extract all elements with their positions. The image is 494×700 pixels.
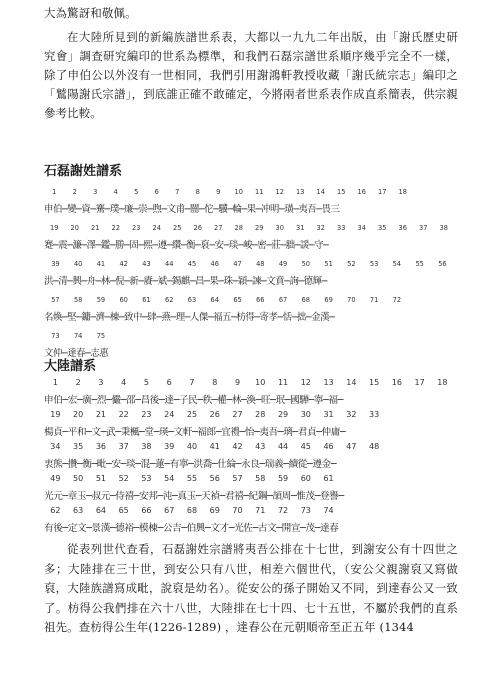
generation-number: 14 <box>346 378 357 387</box>
generation-number: 45 <box>187 260 197 268</box>
generation-number: 50 <box>301 260 310 268</box>
generation-number: 63 <box>73 506 84 515</box>
generation-number: 14 <box>316 188 325 196</box>
shilei-lineage-heading: 石磊謝姓譜系 <box>44 164 123 179</box>
generation-number: 27 <box>214 224 223 232</box>
generation-number: 59 <box>96 296 106 304</box>
generation-number: 70 <box>232 506 243 515</box>
lineage-row <box>44 378 454 410</box>
generation-number: 22 <box>111 224 120 232</box>
ancestor-names: 文仲─達春─志惠 <box>44 348 109 359</box>
generation-number: 71 <box>255 506 266 515</box>
generation-number: 9 <box>216 188 221 196</box>
generation-number: 39 <box>51 260 60 268</box>
generation-number: 19 <box>50 410 61 419</box>
generation-numbers <box>44 260 454 272</box>
generation-number: 13 <box>296 188 305 196</box>
generation-number: 62 <box>165 296 174 304</box>
generation-number: 68 <box>186 506 198 515</box>
generation-number: 41 <box>209 442 220 451</box>
comparison-paragraph: 從表列世代查看，石磊謝姓宗譜將夷吾公排在十七世，到謝安公有十四世之多；大陸排在三十世，到安公只有八世，相差六個世代，（安公父親謝裒又寫做裒，大陸族譜寫成毗，說裒是幼名）。從安公的孫子開始又不同，到達春公又一致了。枋得公我們排在六十八世，大陸排在七十四、七十五世，不屬於我們的直系祖先。查枋得公生年(1226-1289) ，達春公在元朝順帝至正五年 (1344 <box>44 542 458 634</box>
generation-number: 23 <box>141 410 152 419</box>
generation-number: 6 <box>154 188 159 196</box>
generation-number: 69 <box>209 506 220 515</box>
generation-number: 7 <box>189 378 195 387</box>
generation-number: 33 <box>369 410 380 419</box>
generation-number: 49 <box>50 474 61 483</box>
generation-number: 55 <box>415 260 424 268</box>
ancestor-names: 光元─章玉─叔元─侍禧─安邦─沌─真玉─天禎─君禧─紀鋼─頡周─惟茂─登譽─ <box>44 491 344 502</box>
generation-number: 29 <box>255 224 264 232</box>
generation-number: 63 <box>187 296 197 304</box>
generation-number: 56 <box>438 260 447 268</box>
generation-number: 28 <box>255 410 266 419</box>
generation-number: 64 <box>210 296 219 304</box>
generation-number: 74 <box>73 332 83 340</box>
generation-number: 71 <box>369 296 379 304</box>
generation-number: 75 <box>96 332 106 340</box>
generation-numbers <box>44 442 385 454</box>
generation-number: 44 <box>165 260 174 268</box>
generation-number: 21 <box>95 410 106 419</box>
generation-number: 48 <box>256 260 265 268</box>
generation-number: 27 <box>232 410 243 419</box>
generation-number: 20 <box>73 410 84 419</box>
generation-number: 17 <box>414 378 425 387</box>
generation-number: 22 <box>118 410 129 419</box>
generation-number: 35 <box>378 224 387 232</box>
lineage-row <box>44 224 454 260</box>
generation-number: 13 <box>323 378 334 387</box>
generation-number: 68 <box>301 296 310 304</box>
generation-number: 57 <box>51 296 60 304</box>
generation-number: 60 <box>300 474 311 483</box>
generation-number: 49 <box>278 260 288 268</box>
generation-number: 8 <box>195 188 200 196</box>
generation-number: 67 <box>164 506 175 515</box>
generation-number: 31 <box>323 410 334 419</box>
generation-number: 66 <box>256 296 265 304</box>
shilei-lineage-table <box>44 188 454 368</box>
lineage-row <box>44 188 454 224</box>
generation-number: 12 <box>300 378 311 387</box>
generation-number: 32 <box>346 410 357 419</box>
generation-number: 45 <box>300 442 311 451</box>
generation-numbers <box>44 332 112 344</box>
generation-number: 1 <box>52 188 57 196</box>
generation-number: 1 <box>52 378 58 387</box>
ancestor-names: 洪─清─興─舟─林─倪─新─賡─斌─錫麒─昌─果─珠─穎─諫─文賁─詢─德輝─ <box>44 276 327 287</box>
generation-number: 17 <box>378 188 387 196</box>
generation-numbers <box>44 506 340 518</box>
generation-number: 5 <box>143 378 149 387</box>
mainland-lineage-heading: 大陸譜系 <box>44 359 97 374</box>
generation-number: 4 <box>113 188 118 196</box>
ancestor-names: 衷熊─攢─衡─毗─安─琰─混─蓮─有寧─洪喬─仕綸─永良─瑞義─續從─遵金─ <box>44 459 337 470</box>
generation-number: 32 <box>316 224 325 232</box>
generation-number: 54 <box>392 260 402 268</box>
generation-number: 2 <box>75 378 81 387</box>
generation-number: 51 <box>324 260 333 268</box>
generation-number: 24 <box>164 410 175 419</box>
lineage-row <box>44 474 454 506</box>
generation-number: 46 <box>323 442 334 451</box>
generation-number: 70 <box>347 296 356 304</box>
generation-number: 53 <box>369 260 379 268</box>
generation-number: 7 <box>175 188 180 196</box>
generation-number: 36 <box>398 224 407 232</box>
lineage-row <box>44 506 454 538</box>
generation-number: 9 <box>234 378 241 387</box>
generation-number: 47 <box>346 442 357 451</box>
generation-number: 55 <box>186 474 198 483</box>
generation-number: 54 <box>164 474 175 483</box>
generation-number: 66 <box>141 506 152 515</box>
generation-number: 43 <box>142 260 151 268</box>
generation-number: 18 <box>398 188 407 196</box>
generation-numbers <box>44 224 454 236</box>
generation-number: 36 <box>95 442 106 451</box>
generation-number: 5 <box>134 188 139 196</box>
generation-number: 29 <box>277 410 289 419</box>
lineage-row <box>44 332 454 368</box>
generation-number: 26 <box>209 410 220 419</box>
lineage-row <box>44 260 454 296</box>
generation-number: 57 <box>232 474 243 483</box>
generation-number: 40 <box>73 260 83 268</box>
generation-number: 16 <box>357 188 366 196</box>
generation-number: 15 <box>337 188 346 196</box>
ancestor-names: 申伯─宏─廣─烈─儼─邵─昌後─達─子民─秩─權─林─渙─旺─珉─國驊─寧─福─ <box>44 395 344 406</box>
generation-number: 25 <box>173 224 182 232</box>
generation-number: 26 <box>193 224 202 232</box>
generation-number: 67 <box>278 296 288 304</box>
lineage-row <box>44 296 454 332</box>
lineage-row <box>44 442 454 474</box>
generation-number: 73 <box>300 506 311 515</box>
generation-number: 72 <box>392 296 402 304</box>
ancestor-names: 楊貞─平和─文─武─秉楓─堂─瑛─文軒─福郎─宜禮─怡─夷吾─璃─君貞─仲庸─ <box>44 427 346 438</box>
ancestor-names: 申伯─變─資─騫─璞─廉─崇─煦─文甫─闓─佗─驥─輪─果─冲明─璜─夷吾─畏三 <box>44 204 340 215</box>
ancestor-names: 有後─定文─景漢─德裕─模棟─公吉─伯興─文才─光佐─古文─開宣─茂─達春 <box>44 523 339 534</box>
generation-numbers <box>44 188 413 200</box>
generation-number: 18 <box>437 378 448 387</box>
generation-number: 6 <box>166 378 172 387</box>
generation-number: 41 <box>96 260 106 268</box>
generation-number: 11 <box>255 188 264 196</box>
generation-number: 28 <box>234 224 243 232</box>
generation-number: 47 <box>233 260 242 268</box>
generation-numbers <box>44 378 454 390</box>
generation-number: 34 <box>357 224 366 232</box>
generation-number: 65 <box>233 296 242 304</box>
generation-number: 65 <box>118 506 129 515</box>
generation-number: 12 <box>275 188 284 196</box>
generation-number: 73 <box>51 332 60 340</box>
generation-number: 56 <box>209 474 220 483</box>
generation-number: 58 <box>73 296 83 304</box>
generation-number: 34 <box>50 442 61 451</box>
generation-number: 43 <box>255 442 266 451</box>
generation-number: 19 <box>50 224 59 232</box>
generation-number: 72 <box>277 506 289 515</box>
generation-number: 8 <box>212 378 218 387</box>
generation-number: 60 <box>119 296 128 304</box>
generation-number: 64 <box>95 506 106 515</box>
generation-numbers <box>44 474 340 486</box>
generation-number: 37 <box>118 442 129 451</box>
intro-paragraph-tail: 大為驚訝和敬佩。 <box>44 6 137 20</box>
generation-number: 42 <box>119 260 128 268</box>
generation-number: 52 <box>118 474 129 483</box>
generation-number: 20 <box>70 224 79 232</box>
generation-number: 46 <box>210 260 219 268</box>
generation-number: 4 <box>121 378 127 387</box>
generation-number: 58 <box>255 474 266 483</box>
generation-number: 30 <box>300 410 311 419</box>
generation-numbers <box>44 410 385 422</box>
generation-number: 69 <box>324 296 333 304</box>
generation-number: 37 <box>419 224 428 232</box>
generation-number: 52 <box>347 260 356 268</box>
generation-number: 24 <box>152 224 161 232</box>
generation-number: 30 <box>275 224 284 232</box>
generation-number: 23 <box>132 224 141 232</box>
generation-number: 25 <box>186 410 198 419</box>
generation-number: 53 <box>141 474 152 483</box>
ancestor-names: 名煥─堅─鏞─濟─棟─致中─肆─燕─理─人傑─福五─枋得─寄孝─恬─拙─金漢─ <box>44 312 335 323</box>
introduction-paragraph: 在大陸所見到的新編族譜世系表，大都以一九九二年出版，由「謝氏歷史研究會」調查研究編印的世系為標準，和我們石磊宗譜世系順序幾乎完全不一樣，除了申伯公以外沒有一世相同，我們引用謝鴻軒教授收藏「謝氏統宗志」編印之「鷲陽謝氏宗譜」，到底誰正確不敢確定，今將兩者世系表作成直系簡表，供宗親參考比較。 <box>44 30 458 120</box>
generation-number: 11 <box>277 378 289 387</box>
generation-number: 38 <box>439 224 448 232</box>
generation-number: 15 <box>369 378 380 387</box>
generation-number: 10 <box>234 188 243 196</box>
generation-number: 48 <box>369 442 380 451</box>
generation-number: 3 <box>98 378 104 387</box>
generation-number: 74 <box>323 506 334 515</box>
generation-number: 10 <box>255 378 266 387</box>
mainland-lineage-table <box>44 378 454 538</box>
generation-number: 62 <box>50 506 61 515</box>
generation-number: 16 <box>391 378 402 387</box>
generation-number: 59 <box>277 474 289 483</box>
generation-number: 61 <box>142 296 151 304</box>
ancestor-names: 蹇─震─濂─澤─鑑─勝─固─熙─遵─纘─衡─裒─安─琰─峻─密─莊─胐─諼─守─ <box>44 240 329 251</box>
generation-number: 31 <box>296 224 305 232</box>
generation-number: 39 <box>164 442 175 451</box>
generation-number: 38 <box>141 442 152 451</box>
generation-number: 3 <box>93 188 98 196</box>
generation-numbers <box>44 296 408 308</box>
generation-number: 21 <box>91 224 100 232</box>
generation-number: 40 <box>186 442 198 451</box>
generation-number: 2 <box>72 188 77 196</box>
generation-number: 44 <box>277 442 289 451</box>
generation-number: 33 <box>337 224 346 232</box>
generation-number: 42 <box>232 442 243 451</box>
generation-number: 61 <box>323 474 334 483</box>
lineage-row <box>44 410 454 442</box>
generation-number: 51 <box>95 474 106 483</box>
generation-number: 50 <box>73 474 84 483</box>
generation-number: 35 <box>73 442 84 451</box>
